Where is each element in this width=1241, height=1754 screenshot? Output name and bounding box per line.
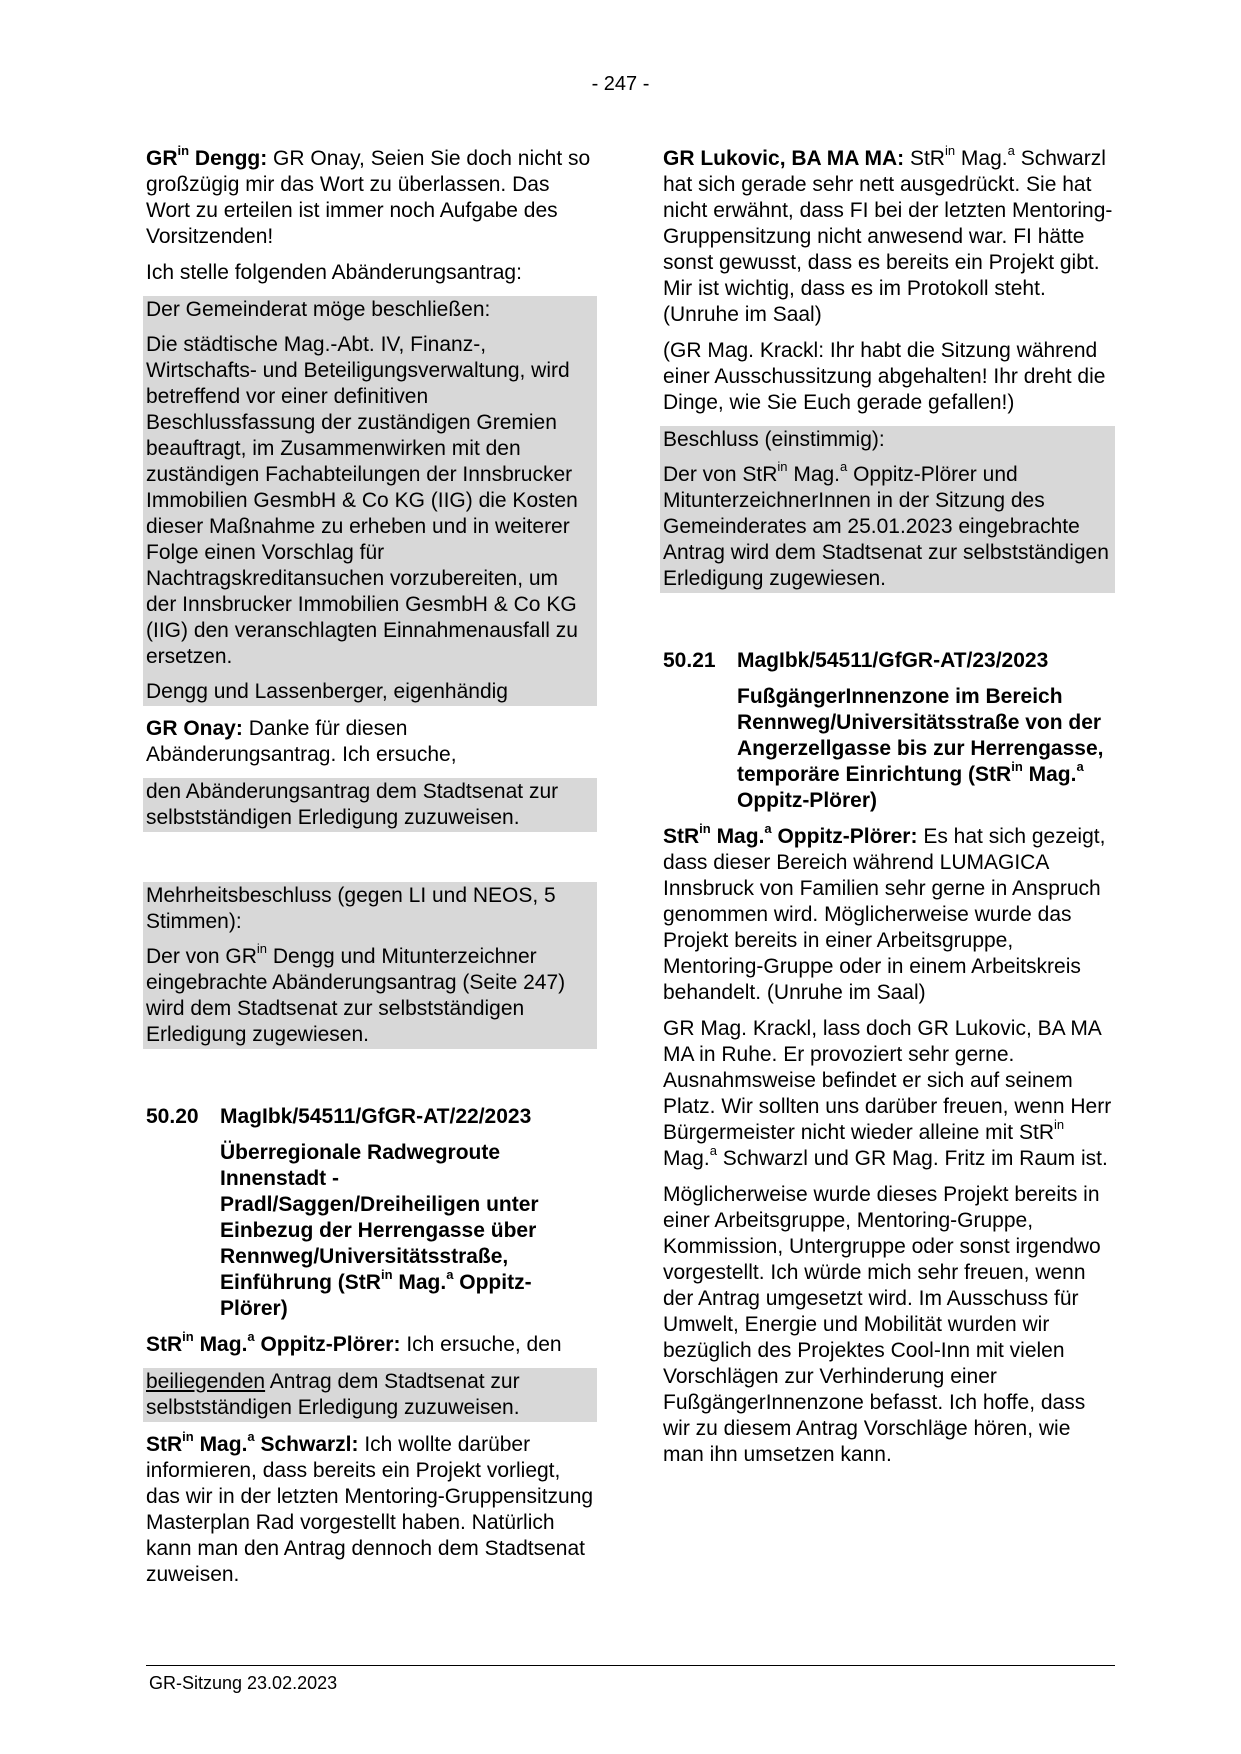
resolution-text: Der von StR$^{in}$ Mag.$^a$ Oppitz-Plörer und MitunterzeichnerInnen in der Sitzung des Gemeinderates am 25.01.2023 eingebrachte Antrag wird dem Stadtsenat zur selbstständigen Erledigung zugewiesen. bbox=[663, 459, 1109, 590]
left-column bbox=[146, 143, 597, 1598]
request-text: den Abänderungsantrag dem Stadtsenat zur selbstständigen Erledigung zuzuweisen. bbox=[146, 780, 559, 829]
speech-text: GR Mag. Krackl, lass doch GR Lukovic, BA MA MA in Ruhe. Er provoziert sehr gerne. Ausnahmsweise befindet er sich auf seinem Platz. Wir sollten uns darüber freuen, wenn Herr Bürgermeister nicht wieder alleine mit StR$^{in}$ Mag.$^a$ Schwarzl und GR Mag. Fritz im Raum ist. bbox=[663, 1017, 1112, 1170]
motion-signature: Dengg und Lassenberger, eigenhändig bbox=[146, 680, 508, 703]
motion-text: Die städtische Mag.-Abt. IV, Finanz-, Wirtschafts- und Beteiligungsverwaltung, wird betreffend vor einer definitiven Beschlussfassung der zuständigen Gremien beauftragt, im Zusammenwirken mit den zuständigen Fachabteilungen der Innsbrucker Immobilien GesmbH & Co KG (IIG) die Kosten dieser Maßnahme zu erheben und in weiterer Folge einen Vorschlag für Nachtragskreditansuchen vorzubereiten, um der Innsbrucker Immobilien GesmbH & Co KG (IIG) den veranschlagten Einnahmenausfall zu ersetzen. bbox=[146, 333, 578, 668]
right-column bbox=[663, 143, 1115, 1478]
speaker-name: StR$^{in}$ Mag.$^a$ Schwarzl: bbox=[146, 1429, 359, 1456]
section-number: 50.20 bbox=[146, 1105, 199, 1128]
motion-intro: Der Gemeinderat möge beschließen: bbox=[146, 298, 491, 321]
interjection-krackl: (GR Mag. Krackl: Ihr habt die Sitzung während einer Ausschussitzung abgehalten! Ihr dreht die Dinge, wie Sie Euch gerade gefallen!) bbox=[663, 339, 1106, 414]
request-box bbox=[143, 1368, 597, 1422]
speaker-name: GR Onay: bbox=[146, 717, 243, 740]
footer-session-date: GR-Sitzung 23.02.2023 bbox=[149, 1673, 338, 1693]
speech-oppitz-ploerer: StR$^{in}$ Mag.$^a$ Oppitz-Plörer: Es hat sich gezeigt, dass dieser Bereich während LUMAGICA Innsbruck von Familien sehr gerne in Anspruch genommen wird. Möglicherweise wurde das Projekt bereits in einer Arbeitsgruppe, Mentoring-Gruppe oder in einem Arbeitskreis behandelt. (Unruhe im Saal) bbox=[663, 821, 1106, 1004]
speech-lukovic: GR Lukovic, BA MA MA: StR$^{in}$ Mag.$^a$ Schwarzl hat sich gerade sehr nett ausgedrückt. Sie hat nicht erwähnt, dass FI bei der letzten Mentoring-Gruppensitzung nicht anwesend war. FI hätte sonst gewusst, dass es bereits ein Projekt gibt. Mir ist wichtig, dass es im Protokoll steht. (Unruhe im Saal) bbox=[663, 143, 1113, 326]
section-code: MagIbk/54511/GfGR-AT/22/2023 bbox=[220, 1105, 532, 1128]
resolution-box bbox=[143, 882, 597, 1049]
speech-onay: GR Onay: Danke für diesen Abänderungsantrag. Ich ersuche, bbox=[146, 717, 457, 766]
speech-dengg: $GR^{in}$ Dengg: GR Onay, Seien Sie doch nicht so großzügig mir das Wort zu überlassen. Das Wort zu erteilen ist immer noch Aufgabe des Vorsitzenden! bbox=[146, 143, 591, 248]
speech-oppitz-ploerer: StR$^{in}$ Mag.$^a$ Oppitz-Plörer: Ich ersuche, den bbox=[146, 1329, 562, 1356]
request-box bbox=[143, 778, 597, 832]
section-number: 50.21 bbox=[663, 649, 716, 672]
section-heading-50-20 bbox=[146, 1104, 597, 1130]
section-title-50-21: FußgängerInnenzone im Bereich Rennweg/Universitätsstraße von der Angerzellgasse bis zur Herrengasse, temporäre Einrichtung (StR$^{in}$ Mag.$^a$ Oppitz-Plörer) bbox=[737, 685, 1104, 812]
resolution-box bbox=[660, 426, 1115, 593]
request-text: beiliegenden Antrag dem Stadtsenat zur selbstständigen Erledigung zuzuweisen. bbox=[146, 1370, 520, 1419]
speech-schwarzl: StR$^{in}$ Mag.$^a$ Schwarzl: Ich wollte darüber informieren, dass bereits ein Projekt vorliegt, das wir in der letzten Mentoring-Gruppensitzung Masterplan Rad vorgestellt haben. Natürlich kann man den Antrag dennoch dem Stadtsenat zuweisen. bbox=[146, 1429, 594, 1586]
section-heading-50-21 bbox=[663, 648, 1115, 674]
footer-divider bbox=[146, 1665, 1115, 1666]
section-code: MagIbk/54511/GfGR-AT/23/2023 bbox=[737, 649, 1049, 672]
section-title-50-20: Überregionale Radwegroute Innenstadt - Pradl/Saggen/Dreiheiligen unter Einbezug der Herrengasse über Rennweg/Universitätsstraße, Einführung (StR$^{in}$ Mag.$^a$ Oppitz-Plörer) bbox=[220, 1141, 539, 1320]
speaker-name: StR$^{in}$ Mag.$^a$ Oppitz-Plörer: bbox=[146, 1329, 401, 1356]
speaker-name: GR Lukovic, BA MA MA: bbox=[663, 147, 905, 170]
speaker-name: $GR^{in}$ Dengg: bbox=[146, 143, 268, 170]
resolution-text: Der von $GR^{in}$ Dengg und Mitunterzeichner eingebrachte Abänderungsantrag (Seite 247) wird dem Stadtsenat zur selbstständigen Erledigung zugewiesen. bbox=[146, 941, 566, 1046]
speaker-name: StR$^{in}$ Mag.$^a$ Oppitz-Plörer: bbox=[663, 821, 918, 848]
resolution-label: Mehrheitsbeschluss (gegen LI und NEOS, 5 Stimmen): bbox=[146, 884, 556, 933]
page-number: - 247 - bbox=[591, 73, 650, 95]
speech-text: Möglicherweise wurde dieses Projekt bereits in einer Arbeitsgruppe, Mentoring-Gruppe, Kommission, Untergruppe oder sonst irgendwo vorgestellt. Ich würde mich sehr freuen, wenn der Antrag umgesetzt wird. Im Ausschuss für Umwelt, Energie und Mobilität wurden wir bezüglich des Projektes Cool-Inn mit vielen Vorschlägen zur Verhinderung einer FußgängerInnenzone befasst. Ich hoffe, dass wir zu diesem Antrag Vorschläge hören, wie man ihn umsetzen kann. bbox=[663, 1183, 1101, 1466]
speech-text: Ich stelle folgenden Abänderungsantrag: bbox=[146, 261, 522, 284]
motion-box bbox=[143, 296, 597, 706]
resolution-label: Beschluss (einstimmig): bbox=[663, 428, 885, 451]
